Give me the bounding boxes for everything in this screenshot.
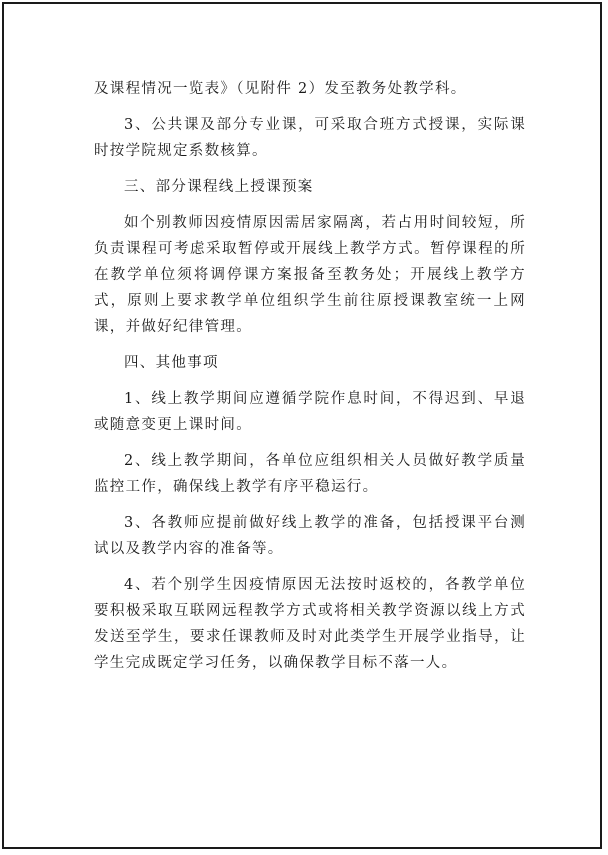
paragraph-item-3-preparation: 3、各教师应提前做好线上教学的准备，包括授课平台测试以及教学内容的准备等。: [94, 515, 526, 557]
paragraph-item-4-remote-students: 4、若个别学生因疫情原因无法按时返校的，各教学单位要积极采取互联网远程教学方式或将相关教学资源以线上方式发送至学生，要求任课教师及时对此类学生开展学业指导，让学生完成既定学习任务，以确保教学目标不落一人。: [94, 577, 526, 671]
document-page: [2, 2, 602, 849]
paragraph-item-2-quality: 2、线上教学期间，各单位应组织相关人员做好教学质量监控工作，确保线上教学有序平稳运行。: [94, 453, 526, 495]
section-heading-online-plan: 三、部分课程线上授课预案: [124, 179, 314, 195]
paragraph-online-plan: 如个别教师因疫情原因需居家隔离，若占用时间较短，所负责课程可考虑采取暂停或开展线上教学方式。暂停课程的所在教学单位须将调停课方案报备至教务处；开展线上教学方式，原则上要求教学单位组织学生前往原授课教室统一上网课，并做好纪律管理。: [94, 215, 526, 335]
paragraph-continuation: 及课程情况一览表》（见附件 2）发至教务处教学科。: [94, 81, 467, 97]
section-heading-other-matters: 四、其他事项: [124, 355, 219, 371]
paragraph-item-3-combined-classes: 3、公共课及部分专业课，可采取合班方式授课，实际课时按学院规定系数核算。: [94, 117, 526, 159]
document-body: [94, 76, 526, 676]
paragraph-item-1-schedule: 1、线上教学期间应遵循学院作息时间，不得迟到、早退或随意变更上课时间。: [94, 391, 526, 433]
